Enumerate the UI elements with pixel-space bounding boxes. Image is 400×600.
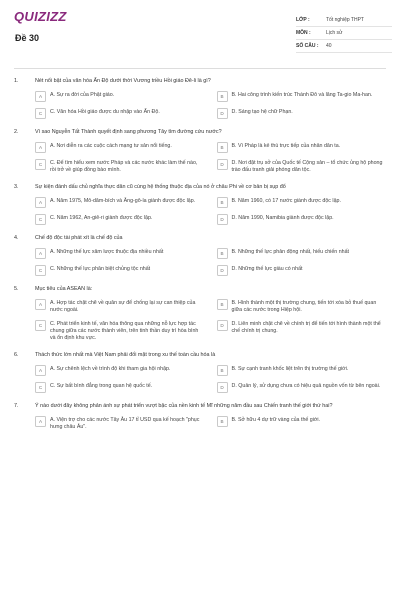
meta-row-subject [296,27,392,40]
option-text: B. Vì Pháp là kẻ thù trực tiếp của nhân dân ta. [231,143,341,149]
answer-options [14,142,386,174]
option-text: C. Văn hóa Hồi giáo được du nhập vào Ấn Độ. [50,109,160,115]
answer-options [14,416,386,431]
question-text: Mục tiêu của ASEAN là: [35,286,93,292]
question-number: 1. [14,78,19,84]
option-letter-box: A [35,416,46,427]
header-divider [14,68,386,69]
option-text: C. Để tìm hiểu xem nước Pháp và các nước khác làm thế nào, rồi trở về giúp đồng bào mình. [50,160,198,173]
option-letter-box: B [217,142,228,153]
option-text: C. Những thế lực phân biệt chủng tộc nhất [50,266,151,272]
quizizz-logo: QUIZIZZ [14,9,67,24]
question-stem [14,235,386,242]
meta-value: Tốt nghiệp THPT [326,17,364,23]
question-number: 4. [14,235,19,241]
meta-label: SỐ CÂU : [296,43,319,49]
option-text: A. Những thế lực xâm lược thuộc địa nhiều nhất [50,249,164,255]
answer-options [14,365,386,393]
question-item [14,235,386,276]
answer-options [14,299,386,342]
question-number: 5. [14,286,19,292]
question-item [14,286,386,342]
option-text: D. Sáng tạo hệ chữ Phạn. [231,109,293,115]
question-stem [14,352,386,359]
answer-option[interactable] [35,416,205,431]
option-letter-box: B [217,91,228,102]
question-number: 6. [14,352,19,358]
meta-value: Lịch sử [326,30,343,36]
answer-option[interactable] [35,108,205,119]
question-stem [14,78,386,85]
option-text: B. Sở hữu 4 dự trữ vàng của thế giới. [231,417,321,423]
meta-table [296,14,392,53]
option-text: D. Liên minh chặt chẽ về chính trị để tiến tới hình thành một thể chế chính trị chung. [231,321,381,334]
question-stem [14,184,386,191]
option-text: A. Sự chênh lệch về trình độ khi tham gia hội nhập. [50,366,171,372]
meta-value: 40 [326,43,332,49]
answer-option[interactable] [35,214,205,225]
option-letter-box: C [35,159,46,170]
answer-option[interactable] [35,365,205,376]
answer-options [14,197,386,225]
option-letter-box: A [35,91,46,102]
question-text: Vì sao Nguyễn Tất Thành quyết định sang phương Tây tìm đường cứu nước? [35,129,222,135]
option-letter-box: D [217,320,228,331]
answer-option[interactable] [35,159,205,174]
option-letter-box: A [35,197,46,208]
option-letter-box: A [35,142,46,153]
option-text: B. Hình thành một thị trường chung, tiến tới xóa bỏ thuế quan giữa các nước trong Hiệp hội. [231,300,377,313]
option-letter-box: B [217,365,228,376]
answer-option[interactable] [35,91,205,102]
option-letter-box: B [217,416,228,427]
question-item [14,78,386,119]
answer-options [14,91,386,119]
option-letter-box: D [217,159,228,170]
question-number: 7. [14,403,19,409]
option-letter-box: D [217,265,228,276]
option-letter-box: D [217,214,228,225]
option-letter-box: A [35,248,46,259]
option-letter-box: A [35,299,46,310]
option-letter-box: D [217,108,228,119]
option-letter-box: C [35,320,46,331]
question-text: Thách thức lớn nhất mà Việt Nam phải đối mặt trong xu thế toàn cầu hóa là [35,352,216,358]
option-letter-box: C [35,382,46,393]
answer-option[interactable] [217,265,387,276]
option-letter-box: B [217,299,228,310]
option-letter-box: C [35,265,46,276]
meta-row-count [296,40,392,53]
question-item [14,403,386,431]
question-item [14,184,386,225]
option-text: A. Hợp tác chặt chẽ về quân sự để chống lại sự can thiệp của nước ngoài. [50,300,196,313]
option-text: B. Những thế lực phản động nhất, hiếu chiến nhất [231,249,350,255]
option-text: D. Quản lý, sử dụng chưa có hiệu quả nguồn vốn từ bên ngoài. [231,383,381,389]
option-text: A. Viện trợ cho các nước Tây Âu 17 tỉ USD qua kế hoạch "phục hưng châu Âu". [50,417,200,430]
answer-option[interactable] [35,197,205,208]
meta-label: MÔN : [296,30,311,36]
answer-option[interactable] [35,299,205,314]
answer-options [14,248,386,276]
question-text: Sự kiện đánh dấu chủ nghĩa thực dân cũ cùng hệ thống thuộc địa của nó ở châu Phi về cơ bản bị sụp đổ [35,184,286,190]
option-text: C. Phát triển kinh tế, văn hóa thông qua những nỗ lực hợp tác chung giữa các nước thành viên, trên tinh thần duy trì hòa bình và ổn định khu vực. [50,321,199,341]
answer-option[interactable] [217,382,387,393]
option-letter-box: C [35,108,46,119]
option-text: B. Năm 1960, có 17 nước giành được độc lập. [231,198,341,204]
question-list [14,78,386,441]
question-item [14,352,386,393]
question-text: Ý nào dưới đây không phản ánh sự phát triển vượt bậc của nền kinh tế Mĩ những năm đầu sau Chiến tranh thế giới thứ hai? [35,403,333,409]
option-letter-box: B [217,197,228,208]
option-text: B. Sự cạnh tranh khốc liệt trên thị trường thế giới. [231,366,349,372]
answer-option[interactable] [217,214,387,225]
question-number: 3. [14,184,19,190]
option-letter-box: D [217,382,228,393]
meta-row-class [296,14,392,27]
option-letter-box: B [217,248,228,259]
answer-option[interactable] [35,248,205,259]
option-text: D. Những thế lực giàu có nhất [231,266,303,272]
question-text: Nét nổi bật của văn hóa Ấn Độ dưới thời Vương triều Hồi giáo Đê-li là gì? [35,78,211,84]
option-text: C. Sự bất bình đẳng trong quan hệ quốc tế. [50,383,153,389]
answer-option[interactable] [217,299,387,314]
answer-option[interactable] [217,197,387,208]
question-stem [14,403,386,410]
option-text: D. Năm 1990, Namibia giành được độc lập. [231,215,334,221]
option-text: A. Nơi diễn ra các cuộc cách mạng tư sản nổi tiếng. [50,143,172,149]
option-text: A. Năm 1975, Mô-dăm-bích và Ăng-gô-la giành được độc lập. [50,198,196,204]
answer-option[interactable] [35,142,205,153]
option-text: A. Sự ra đời của Phật giáo. [50,92,115,98]
answer-option[interactable] [35,265,205,276]
answer-option[interactable] [35,320,205,342]
answer-option[interactable] [217,248,387,259]
answer-option[interactable] [217,108,387,119]
question-text: Chế độ độc tài phát xít là chế độ của [35,235,123,241]
option-letter-box: A [35,365,46,376]
answer-option[interactable] [217,416,387,431]
exam-title: Đề 30 [15,33,40,43]
option-letter-box: C [35,214,46,225]
answer-option[interactable] [217,320,387,342]
question-stem [14,129,386,136]
question-stem [14,286,386,293]
answer-option[interactable] [217,91,387,102]
option-text: C. Năm 1962, An-giê-ri giành được độc lập. [50,215,153,221]
worksheet-header [0,0,400,62]
question-item [14,129,386,174]
question-number: 2. [14,129,19,135]
answer-option[interactable] [217,142,387,153]
meta-label: LỚP : [296,17,310,23]
answer-option[interactable] [35,382,205,393]
answer-option[interactable] [217,159,387,174]
answer-option[interactable] [217,365,387,376]
option-text: D. Nơi đặt trụ sở của Quốc tế Cộng sản – tổ chức ủng hộ phong trào đấu tranh giải phóng dân tộc. [231,160,383,173]
option-text: B. Hai công trình kiến trúc Thánh Đô và lăng Ta-gio Ma-han. [231,92,373,98]
